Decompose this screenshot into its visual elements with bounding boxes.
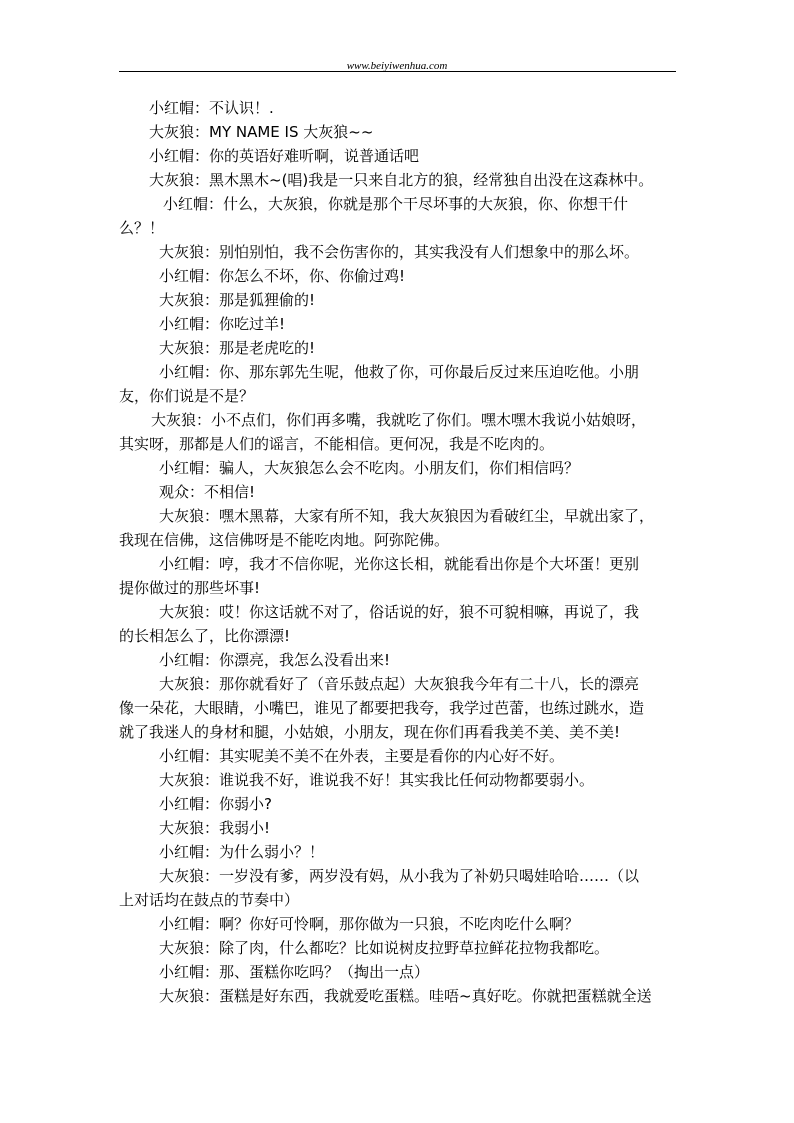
dialogue-line: 大灰狼：别怕别怕，我不会伤害你的，其实我没有人们想象中的那么坏。 bbox=[159, 243, 640, 261]
dialogue-line: 小红帽：你弱小? bbox=[159, 795, 272, 813]
dialogue-line: 大灰狼：我弱小! bbox=[159, 819, 271, 837]
dialogue-line: 的长相怎么了，比你漂漂! bbox=[119, 627, 291, 645]
dialogue-line: 友，你们说是不是？ bbox=[119, 387, 255, 405]
dialogue-line: 小红帽：骗人，大灰狼怎么会不吃肉。小朋友们，你们相信吗？ bbox=[159, 459, 580, 477]
dialogue-line: 小红帽：其实呢美不美不在外表，主要是看你的内心好不好。 bbox=[159, 747, 565, 765]
dialogue-line: 大灰狼：那你就看好了（音乐鼓点起）大灰狼我今年有二十八，长的漂亮 bbox=[159, 675, 640, 693]
dialogue-line: 小红帽：为什么弱小？！ bbox=[159, 843, 325, 861]
dialogue-line: 小红帽：你的英语好难听啊，说普通话吧 bbox=[149, 147, 420, 165]
dialogue-line: 上对话均在鼓点的节奏中） bbox=[119, 891, 300, 909]
dialogue-line: 小红帽：你吃过羊! bbox=[159, 315, 286, 333]
dialogue-line: 观众：不相信! bbox=[159, 483, 256, 501]
dialogue-line: 大灰狼：除了肉，什么都吃？比如说树皮拉野草拉鲜花拉物我都吃。 bbox=[159, 939, 610, 957]
dialogue-line: 么？！ bbox=[119, 219, 165, 237]
dialogue-line: 小红帽：哼，我才不信你呢，光你这长相，就能看出你是个大坏蛋！更别 bbox=[159, 555, 640, 573]
dialogue-line: 大灰狼：MY NAME IS 大灰狼~~ bbox=[149, 123, 374, 141]
dialogue-line: 其实呀，那都是人们的谣言，不能相信。更何况，我是不吃肉的。 bbox=[119, 435, 555, 453]
dialogue-line: 大灰狼：小不点们，你们再多嘴，我就吃了你们。嘿木嘿木我说小姑娘呀， bbox=[151, 411, 647, 429]
header-rule bbox=[119, 71, 676, 72]
dialogue-line: 提你做过的那些坏事! bbox=[119, 579, 261, 597]
dialogue-line: 我现在信佛，这信佛呀是不能吃肉地。阿弥陀佛。 bbox=[119, 531, 450, 549]
dialogue-line: 大灰狼：那是狐狸偷的! bbox=[159, 291, 316, 309]
dialogue-line: 大灰狼：哎！你这话就不对了，俗话说的好，狼不可貌相嘛，再说了，我 bbox=[159, 603, 640, 621]
header-url: www.beiyiwenhua.com bbox=[346, 60, 448, 72]
dialogue-line: 就了我迷人的身材和腿，小姑娘，小朋友，现在你们再看我美不美、美不美! bbox=[119, 723, 621, 741]
script-body bbox=[119, 96, 684, 1008]
dialogue-line: 大灰狼：谁说我不好，谁说我不好！其实我比任何动物都要弱小。 bbox=[159, 771, 595, 789]
dialogue-line: 小红帽：啊？你好可怜啊，那你做为一只狼，不吃肉吃什么啊？ bbox=[159, 915, 580, 933]
dialogue-line: 大灰狼：一岁没有爹，两岁没有妈，从小我为了补奶只喝娃哈哈……（以 bbox=[159, 867, 640, 885]
dialogue-line: 小红帽：你怎么不坏，你、你偷过鸡! bbox=[159, 267, 406, 285]
dialogue-line: 大灰狼：黑木黑木~(唱)我是一只来自北方的狼，经常独自出没在这森林中。 bbox=[149, 171, 654, 189]
dialogue-line: 大灰狼：那是老虎吃的! bbox=[159, 339, 316, 357]
dialogue-line: 大灰狼：嘿木黑幕，大家有所不知，我大灰狼因为看破红尘，早就出家了， bbox=[159, 507, 655, 525]
dialogue-line: 像一朵花，大眼睛，小嘴巴，谁见了都要把我夸，我学过芭蕾，也练过跳水，造 bbox=[119, 699, 645, 717]
dialogue-line: 小红帽：什么，大灰狼，你就是那个干尽坏事的大灰狼，你、你想干什 bbox=[163, 195, 629, 213]
dialogue-line: 大灰狼：蛋糕是好东西，我就爱吃蛋糕。哇唔~真好吃。你就把蛋糕就全送 bbox=[159, 987, 652, 1005]
dialogue-line: 小红帽：你漂亮，我怎么没看出来! bbox=[159, 651, 391, 669]
dialogue-line: 小红帽：你、那东郭先生呢，他救了你，可你最后反过来压迫吃他。小朋 bbox=[159, 363, 640, 381]
dialogue-line: 小红帽：那、蛋糕你吃吗？（掏出一点） bbox=[159, 963, 430, 981]
dialogue-line: 小红帽：不认识！. bbox=[149, 99, 274, 117]
